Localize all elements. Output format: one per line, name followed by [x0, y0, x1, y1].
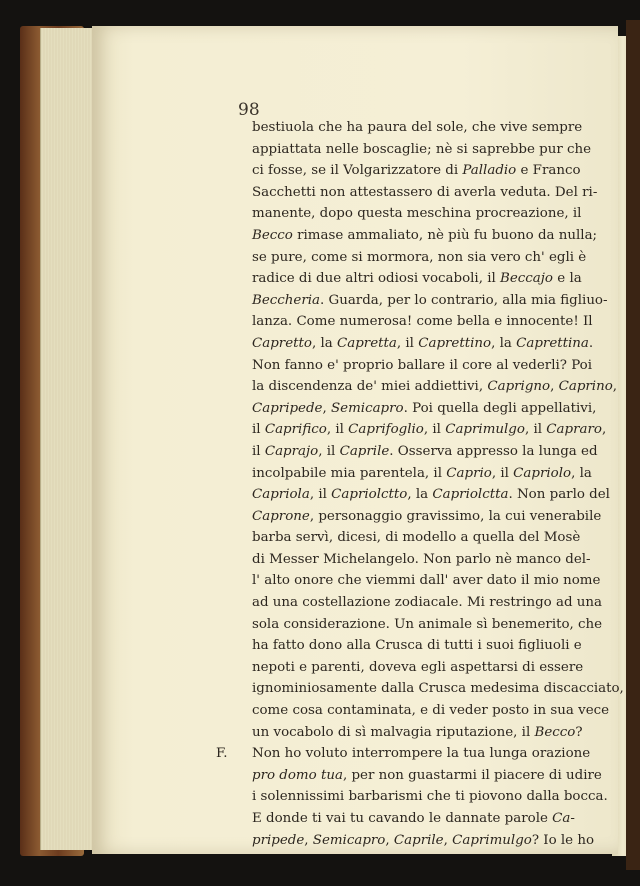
text-line: [216, 570, 601, 592]
text-line: [216, 657, 584, 679]
text-segment: un vocabolo di sì malvagia riputazione, il: [252, 724, 535, 740]
text-line: [216, 527, 581, 549]
italic-term: Capriolctto: [331, 487, 408, 503]
text-line: [216, 182, 598, 204]
text-segment: ,: [443, 832, 453, 848]
text-segment: ,: [385, 832, 394, 848]
text-line: [216, 268, 582, 290]
text-segment: , il: [491, 465, 514, 481]
text-segment: Sacchetti non attestassero di averla veduta. Del ri-: [252, 184, 598, 200]
italic-term: Ca-: [552, 811, 575, 826]
text-segment: ad una costellazione zodiacale. Mi restringo ad una: [252, 595, 603, 611]
text-segment: radice di due altri odiosi vocaboli, il: [252, 271, 501, 287]
text-segment: i solennissimi barbarismi che ti piovono dalla bocca.: [252, 789, 608, 805]
text-line: [216, 463, 592, 485]
text-segment: , il: [396, 335, 419, 351]
text-segment: la discendenza de' miei addiettivi,: [252, 379, 488, 395]
text-segment: ? Io le ho: [531, 832, 595, 848]
italic-term: Caprajo: [264, 443, 319, 459]
italic-term: Semicapro: [312, 832, 386, 848]
italic-term: Caprifico: [264, 422, 327, 438]
italic-term: Caprile: [393, 832, 444, 848]
italic-term: Caprettino: [418, 335, 492, 351]
text-segment: di Messer Michelangelo. Non parlo nè manco del-: [252, 551, 591, 567]
text-segment: , per non guastarmi il piacere di udire: [342, 767, 602, 783]
text-segment: bestiuola che ha paura del sole, che vive sempre: [252, 120, 583, 135]
italic-term: Capripede: [252, 400, 323, 416]
text-segment: lanza. Come numerosa! come bella e innocente! Il: [252, 314, 593, 330]
text-segment: ,: [612, 379, 618, 395]
text-line: [216, 203, 582, 225]
italic-term: Palladio: [462, 163, 517, 179]
italic-term: Becco: [534, 724, 576, 740]
text-segment: , la: [311, 335, 337, 351]
text-segment: , personaggio gravissimo, la cui venerabile: [309, 508, 602, 524]
text-line: [216, 635, 582, 657]
text-segment: , il: [524, 422, 547, 438]
text-segment: incolpabile mia parentela, il: [252, 465, 447, 481]
text-segment: il: [252, 422, 265, 438]
text-segment: , il: [423, 422, 446, 438]
text-segment: , il: [318, 443, 340, 459]
text-line: [216, 290, 608, 312]
italic-term: Caprimulgo: [452, 832, 532, 848]
text-segment: , il: [309, 487, 332, 503]
italic-term: Caprigno: [487, 379, 551, 395]
text-segment: e la: [553, 271, 582, 287]
text-segment: ,: [322, 400, 331, 416]
text-line: [216, 786, 608, 808]
speaker-label: F.: [216, 746, 228, 762]
text-segment: ,: [550, 379, 559, 395]
text-segment: e Franco: [516, 163, 581, 179]
italic-term: Caprino: [558, 379, 613, 395]
text-line: [216, 808, 575, 830]
text-line: [216, 376, 618, 398]
italic-term: Caprettina: [516, 335, 589, 351]
italic-term: Beccheria: [252, 292, 320, 308]
text-segment: E donde ti vai tu cavando le dannate parole: [252, 811, 553, 826]
text-segment: , la: [571, 465, 592, 481]
text-line: [216, 830, 595, 852]
text-line: [216, 160, 581, 182]
text-segment: . Poi quella degli appellativi,: [403, 400, 597, 416]
text-segment: manente, dopo questa meschina procreazione, il: [252, 206, 582, 222]
text-segment: come cosa contaminata, e di veder posto in sua vece: [252, 703, 610, 719]
text-segment: barba servì, dicesi, di modello a quella del Mosè: [252, 530, 581, 546]
book-cover-right: [626, 20, 640, 870]
italic-term: Capraro: [546, 422, 602, 438]
text-line: [216, 765, 602, 787]
text-segment: ci fosse, se il Volgarizzatore di: [252, 163, 463, 179]
text-segment: ,: [304, 832, 313, 848]
text-line: [216, 419, 607, 441]
text-line: [216, 743, 591, 765]
italic-term: Semicapro: [331, 400, 404, 416]
italic-term: Capriolo: [513, 465, 572, 481]
italic-term: Caprile: [339, 443, 390, 459]
italic-term: Beccajo: [500, 271, 553, 287]
text-line: [216, 333, 594, 355]
italic-term: pro domo tua: [252, 767, 343, 783]
text-line: [216, 117, 583, 139]
text-segment: , la: [491, 335, 517, 351]
text-segment: ignominiosamente dalla Crusca medesima discacciato,: [252, 681, 624, 697]
italic-term: Capretto: [252, 335, 312, 351]
text-segment: rimase ammaliato, nè più fu buono da nulla;: [292, 227, 598, 243]
text-line: [216, 592, 603, 614]
text-segment: l' alto onore che viemmi dall' aver dato il mio nome: [252, 573, 601, 589]
italic-term: Capriolctta: [432, 487, 509, 503]
text-segment: .: [588, 335, 594, 351]
italic-term: Capretta: [337, 335, 397, 351]
body-text: [216, 117, 624, 851]
text-segment: . Non parlo del: [508, 487, 610, 503]
text-segment: il: [252, 443, 265, 459]
text-line: [216, 225, 598, 247]
text-segment: ?: [575, 724, 583, 740]
text-line: [216, 506, 602, 528]
italic-term: Caprio: [446, 465, 492, 481]
italic-term: Caprone: [252, 508, 310, 524]
italic-term: pripede: [252, 832, 305, 848]
text-line: [216, 247, 587, 269]
text-line: [216, 484, 610, 506]
text-line: [216, 700, 610, 722]
text-segment: Non ho voluto interrompere la tua lunga orazione: [252, 746, 591, 762]
italic-term: Caprifoglio: [348, 422, 424, 438]
text-line: [216, 678, 624, 700]
italic-term: Caprimulgo: [445, 422, 525, 438]
text-line: [216, 355, 593, 377]
text-line: [216, 614, 603, 636]
text-segment: ,: [601, 422, 607, 438]
text-segment: ha fatto dono alla Crusca di tutti i suoi figliuoli e: [252, 638, 582, 654]
text-segment: . Osserva appresso la lunga ed: [389, 443, 598, 459]
text-segment: nepoti e parenti, doveva egli aspettarsi di essere: [252, 659, 584, 675]
text-line: [216, 722, 583, 744]
text-line: [216, 139, 592, 161]
text-line: [216, 441, 598, 463]
text-segment: Non fanno e' proprio ballare il core al vederli? Poi: [252, 357, 593, 373]
text-line: [216, 311, 593, 333]
italic-term: Becco: [252, 227, 293, 243]
text-line: [216, 549, 591, 571]
text-line: [216, 398, 597, 420]
text-segment: . Guarda, per lo contrario, alla mia figliuo-: [319, 292, 608, 308]
text-segment: se pure, come si mormora, non sia vero ch' egli è: [252, 249, 587, 265]
italic-term: Capriola: [252, 487, 310, 503]
text-segment: , il: [326, 422, 349, 438]
page-number: 98: [238, 100, 260, 120]
text-segment: sola considerazione. Un animale sì benemerito, che: [252, 616, 603, 632]
text-segment: appiattata nelle boscaglie; nè si saprebbe pur che: [252, 141, 592, 157]
text-segment: , la: [407, 487, 433, 503]
